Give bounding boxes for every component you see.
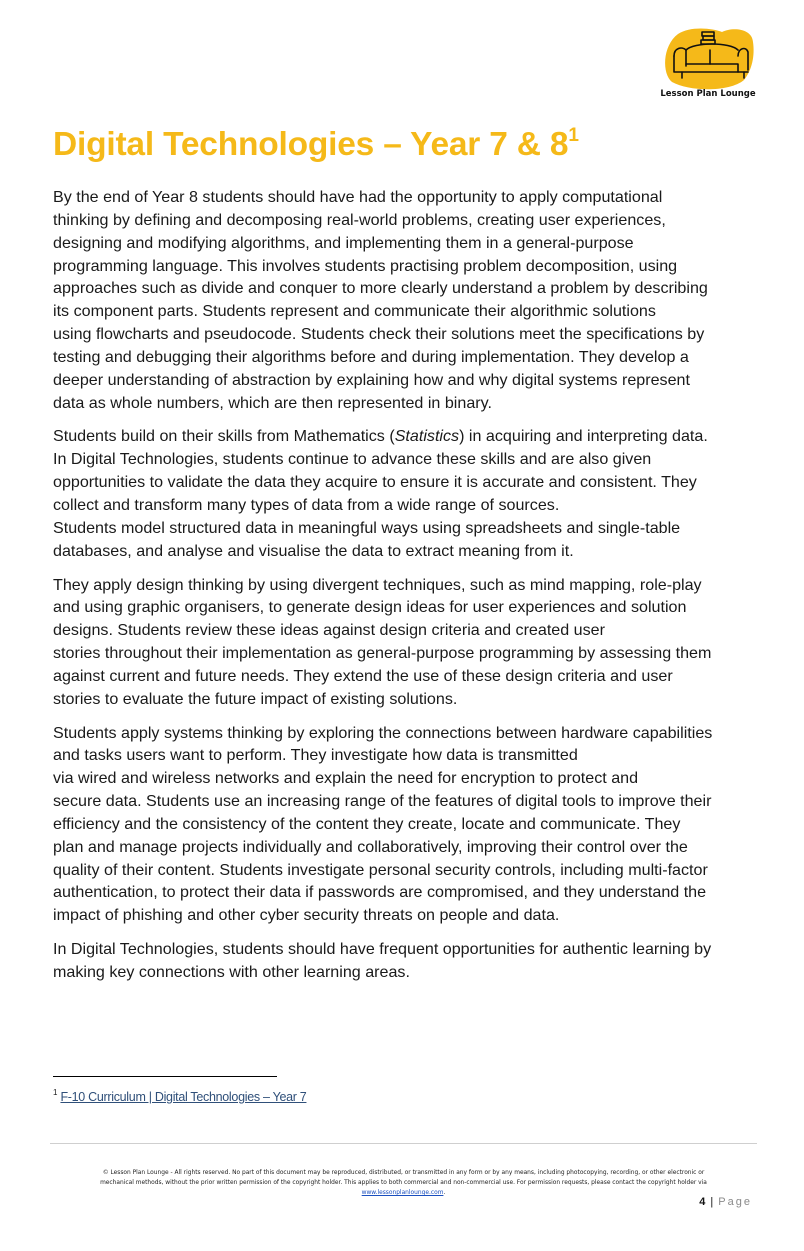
text-line: programming language. This involves students practising problem decomposition, using [53, 256, 678, 275]
text-line: via wired and wireless networks and explain the need for encryption to protect and [53, 769, 639, 788]
text-line: efficiency and the consistency of the content they create, locate and communicate. They [53, 814, 681, 833]
text-line: and using graphic organisers, to generate design ideas for user experiences and solution [53, 598, 687, 617]
text-line: stories to evaluate the future impact of existing solutions. [53, 689, 458, 708]
title-footnote-ref: 1 [568, 124, 579, 146]
brand-name: Lesson Plan Lounge [660, 89, 756, 99]
text-line: designs. Students review these ideas against design criteria and created user [53, 621, 605, 640]
text-line: designing and modifying algorithms, and implementing them in a general-purpose [53, 233, 634, 252]
page-title [53, 126, 579, 164]
page-number [640, 1196, 752, 1208]
paragraph-2 [53, 425, 765, 562]
paragraph-3 [53, 574, 765, 711]
text-line: using flowcharts and pseudocode. Students check their solutions meet the specifications by [53, 325, 705, 344]
copyright-line: mechanical methods, without the prior written permission of the copyright holder. This applies to both commercial and non-commercial use. For permission requests, please contact the copyright holder via [100, 1180, 707, 1186]
text-segment: Students build on their skills from Mathematics ( [53, 427, 395, 446]
text-line: They apply design thinking by using divergent techniques, such as mind mapping, role-play [53, 575, 702, 594]
footer-divider [50, 1143, 757, 1144]
text-line: and tasks users want to perform. They investigate how data is transmitted [53, 746, 578, 765]
website-link[interactable]: www.lessonplanlounge.com [361, 1190, 444, 1196]
text-line: plan and manage projects individually and collaboratively, improving their control over the [53, 837, 688, 856]
text-line: impact of phishing and other cyber security threats on people and data. [53, 906, 560, 925]
copyright-line: © Lesson Plan Lounge - All rights reserved. No part of this document may be reproduced, distributed, or transmitted in any form or by any means, including photocopying, recording, or other electronic or [102, 1170, 705, 1176]
text-line [53, 425, 765, 448]
text-segment: ) in acquiring and interpreting data. [459, 427, 708, 446]
text-line: thinking by defining and decomposing real-world problems, creating user experiences, [53, 210, 666, 229]
page-number-value: 4 [699, 1196, 706, 1208]
text-line: secure data. Students use an increasing range of the features of digital tools to improve their [53, 792, 712, 811]
footnote-divider [53, 1076, 277, 1077]
paragraph-1 [53, 186, 765, 414]
text-line: authentication, to protect their data if passwords are compromised, and they understand the [53, 883, 707, 902]
text-line: Students apply systems thinking by exploring the connections between hardware capabilities [53, 723, 713, 742]
text-line: approaches such as divide and conquer to more clearly understand a problem by describing [53, 279, 708, 298]
text-line: stories throughout their implementation as general-purpose programming by assessing them [53, 644, 712, 663]
paragraph-5 [53, 938, 765, 984]
footnote [53, 1089, 306, 1104]
page-separator: | [710, 1196, 714, 1208]
body-text [53, 186, 765, 995]
copyright-notice [50, 1168, 757, 1198]
text-line: testing and debugging their algorithms before and during implementation. They develop a [53, 347, 689, 366]
text-line: making key connections with other learning areas. [53, 963, 410, 981]
link-suffix: . [443, 1190, 446, 1196]
page-title-text: Digital Technologies – Year 7 & 8 [53, 126, 569, 163]
text-line: quality of their content. Students investigate personal security controls, including multi-factor [53, 860, 708, 879]
text-line: deeper understanding of abstraction by explaining how and why digital systems represent [53, 370, 690, 389]
text-line: data as whole numbers, which are then represented in binary. [53, 393, 492, 412]
text-line: against current and future needs. They extend the use of these design criteria and user [53, 666, 673, 685]
paragraph-4 [53, 722, 765, 928]
italic-term: Statistics [394, 427, 460, 446]
text-line: databases, and analyse and visualise the data to extract meaning from it. [53, 541, 574, 560]
page-label: Page [718, 1196, 752, 1208]
text-line: By the end of Year 8 students should have had the opportunity to apply computational [53, 188, 663, 206]
text-line: In Digital Technologies, students should have frequent opportunities for authentic learning by [53, 940, 712, 959]
text-line: opportunities to validate the data they acquire to ensure it is accurate and consistent. They [53, 473, 697, 492]
text-line: collect and transform many types of data from a wide range of sources. [53, 495, 560, 514]
footnote-link[interactable]: F-10 Curriculum | Digital Technologies – Year 7 [60, 1090, 307, 1105]
text-line: In Digital Technologies, students continue to advance these skills and are also given [53, 450, 652, 469]
text-line: Students model structured data in meaningful ways using spreadsheets and single-table [53, 518, 681, 537]
text-line: its component parts. Students represent and communicate their algorithmic solutions [53, 302, 656, 321]
footnote-number: 1 [53, 1088, 58, 1097]
